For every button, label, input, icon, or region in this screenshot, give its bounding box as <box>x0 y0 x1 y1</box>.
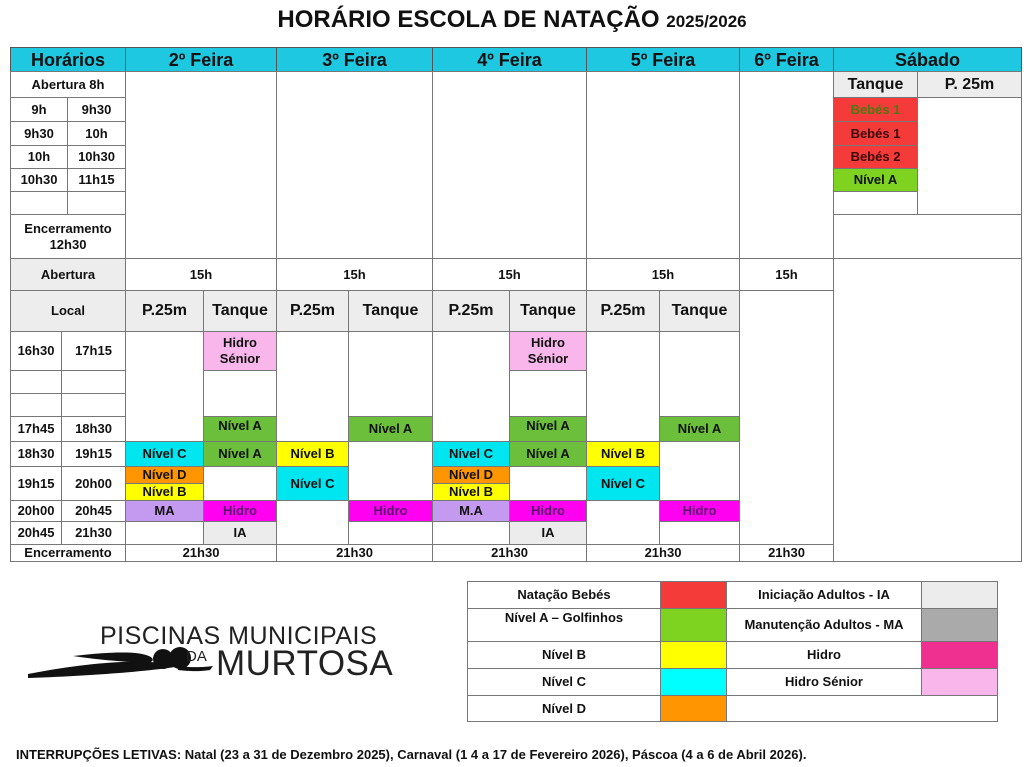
legend-swatch-ma <box>921 608 998 642</box>
class-nivel-b: Nível B <box>276 441 349 467</box>
slot-end <box>61 370 126 394</box>
logo <box>28 622 398 684</box>
empty-cell <box>586 500 660 545</box>
class-nivel-a: Nível A <box>203 416 277 442</box>
class-bebes: Bebés 1 <box>833 121 918 146</box>
slot-start: 17h45 <box>10 416 62 442</box>
empty-cell <box>432 521 510 545</box>
opening-time: 15h <box>125 258 277 291</box>
thursday-morning <box>586 71 740 259</box>
page-title <box>0 6 1024 34</box>
morning-opening: Abertura 8h <box>10 71 126 98</box>
local-p25m: P.25m <box>432 290 510 332</box>
opening-time: 15h <box>276 258 433 291</box>
class-ma: MA <box>125 500 204 522</box>
afternoon-opening-label: Abertura <box>10 258 126 291</box>
title-text: HORÁRIO ESCOLA DE NATAÇÃO <box>277 6 660 33</box>
legend-swatch-nivel-d <box>660 695 727 722</box>
class-ia: IA <box>509 521 587 545</box>
slot-end: 19h15 <box>61 441 126 467</box>
class-ma: M.A <box>432 500 510 522</box>
local-tanque: Tanque <box>348 290 433 332</box>
slot-end: 17h15 <box>61 331 126 371</box>
class-nivel-c: Nível C <box>125 441 204 467</box>
opening-time: 15h <box>586 258 740 291</box>
class-empty <box>833 191 918 215</box>
header-thursday: 5º Feira <box>586 47 740 72</box>
class-hidro-senior: Hidro Sénior <box>509 331 587 371</box>
wednesday-morning <box>432 71 587 259</box>
monday-morning <box>125 71 277 259</box>
closing-time: 21h30 <box>432 544 587 562</box>
slot-end: 11h15 <box>67 168 126 192</box>
slot-start: 10h30 <box>10 168 68 192</box>
saturday-morning-empty <box>833 214 1022 259</box>
morning-closing: Encerramento 12h30 <box>10 214 126 259</box>
saturday-afternoon-empty <box>833 258 1022 562</box>
slot-start <box>10 370 62 394</box>
class-hidro: Hidro <box>509 500 587 522</box>
slot-end <box>61 393 126 417</box>
closing-time: 21h30 <box>739 544 834 562</box>
class-bebes: Bebés 1 <box>833 97 918 122</box>
legend-empty <box>726 695 998 722</box>
slot-end: 9h30 <box>67 97 126 122</box>
class-ia: IA <box>203 521 277 545</box>
slot-start <box>10 191 68 215</box>
slot-start: 9h30 <box>10 121 68 146</box>
local-tanque: Tanque <box>509 290 587 332</box>
class-nivel-d: Nível D <box>125 466 204 484</box>
closing-time: 21h30 <box>125 544 277 562</box>
empty-cell <box>276 331 349 442</box>
saturday-p25m-empty <box>917 97 1022 215</box>
class-nivel-b: Nível B <box>586 441 660 467</box>
legend-label: Nível B <box>467 641 661 669</box>
slot-start: 9h <box>10 97 68 122</box>
legend-swatch-nivel-a <box>660 608 727 642</box>
empty-cell <box>276 500 349 545</box>
class-nivel-a: Nível A <box>509 416 587 442</box>
class-nivel-b: Nível B <box>432 483 510 501</box>
empty-cell <box>125 331 204 442</box>
empty-cell <box>203 466 277 501</box>
header-horarios: Horários <box>10 47 126 72</box>
slot-end <box>67 191 126 215</box>
afternoon-closing-label: Encerramento <box>10 544 126 562</box>
empty-cell <box>659 441 740 501</box>
local-tanque: Tanque <box>659 290 740 332</box>
class-nivel-d: Nível D <box>432 466 510 484</box>
empty-cell <box>348 441 433 501</box>
empty-cell <box>509 370 587 417</box>
saturday-local-p25m: P. 25m <box>917 71 1022 98</box>
class-nivel-b: Nível B <box>125 483 204 501</box>
slot-end: 18h30 <box>61 416 126 442</box>
class-nivel-a: Nível A <box>659 416 740 442</box>
local-p25m: P.25m <box>125 290 204 332</box>
empty-cell <box>659 521 740 545</box>
legend-swatch-hidro-senior <box>921 668 998 696</box>
header-monday: 2º Feira <box>125 47 277 72</box>
class-nivel-a: Nível A <box>833 168 918 192</box>
tuesday-morning <box>276 71 433 259</box>
legend-label: Manutenção Adultos - MA <box>726 608 922 642</box>
legend-label: Nível C <box>467 668 661 696</box>
empty-cell <box>348 331 433 417</box>
logo-line2: DA <box>186 648 207 665</box>
slot-end: 20h45 <box>61 500 126 522</box>
friday-morning <box>739 71 834 259</box>
legend-swatch-bebes <box>660 581 727 609</box>
legend-swatch-nivel-b <box>660 641 727 669</box>
opening-time: 15h <box>432 258 587 291</box>
class-nivel-a: Nível A <box>509 441 587 467</box>
logo-line1: PISCINAS MUNICIPAIS <box>100 622 378 650</box>
class-nivel-a: Nível A <box>348 416 433 442</box>
slot-start: 19h15 <box>10 466 62 501</box>
local-label: Local <box>10 290 126 332</box>
slot-end: 21h30 <box>61 521 126 545</box>
legend-label: Hidro <box>726 641 922 669</box>
class-nivel-c: Nível C <box>586 466 660 501</box>
slot-start: 20h00 <box>10 500 62 522</box>
legend-label: Nível A – Golfinhos <box>467 608 661 642</box>
header-tuesday: 3º Feira <box>276 47 433 72</box>
logo-line3: MURTOSA <box>216 644 394 683</box>
opening-time: 15h <box>739 258 834 291</box>
empty-cell <box>348 521 433 545</box>
slot-end: 20h00 <box>61 466 126 501</box>
header-wednesday: 4º Feira <box>432 47 587 72</box>
empty-cell <box>125 521 204 545</box>
slot-start <box>10 393 62 417</box>
footer-interruptions: INTERRUPÇÕES LETIVAS: Natal (23 a 31 de Dezembro 2025), Carnaval (1 4 a 17 de Fevereiro 2026), Páscoa (4 a 6 de Abril 2026). <box>16 747 807 762</box>
empty-cell <box>586 331 660 442</box>
class-nivel-a: Nível A <box>203 441 277 467</box>
closing-time: 21h30 <box>586 544 740 562</box>
class-hidro: Hidro <box>659 500 740 522</box>
slot-start: 18h30 <box>10 441 62 467</box>
local-p25m: P.25m <box>276 290 349 332</box>
slot-start: 10h <box>10 145 68 169</box>
class-hidro: Hidro <box>203 500 277 522</box>
closing-time: 21h30 <box>276 544 433 562</box>
legend-swatch-nivel-c <box>660 668 727 696</box>
class-nivel-c: Nível C <box>276 466 349 501</box>
class-hidro: Hidro <box>348 500 433 522</box>
legend-label: Natação Bebés <box>467 581 661 609</box>
slot-start: 20h45 <box>10 521 62 545</box>
friday-afternoon-empty <box>739 290 834 545</box>
class-hidro-senior: Hidro Sénior <box>203 331 277 371</box>
header-friday: 6º Feira <box>739 47 834 72</box>
empty-cell <box>432 331 510 442</box>
slot-end: 10h <box>67 121 126 146</box>
saturday-local-tanque: Tanque <box>833 71 918 98</box>
header-saturday: Sábado <box>833 47 1022 72</box>
class-nivel-c: Nível C <box>432 441 510 467</box>
legend-label: Nível D <box>467 695 661 722</box>
legend-swatch-hidro <box>921 641 998 669</box>
class-bebes: Bebés 2 <box>833 145 918 169</box>
empty-cell <box>203 370 277 417</box>
local-tanque: Tanque <box>203 290 277 332</box>
slot-end: 10h30 <box>67 145 126 169</box>
legend-swatch-ia <box>921 581 998 609</box>
local-p25m: P.25m <box>586 290 660 332</box>
empty-cell <box>509 466 587 501</box>
legend-label: Hidro Sénior <box>726 668 922 696</box>
slot-start: 16h30 <box>10 331 62 371</box>
legend-label: Iniciação Adultos - IA <box>726 581 922 609</box>
empty-cell <box>659 331 740 417</box>
school-year: 2025/2026 <box>666 12 747 31</box>
